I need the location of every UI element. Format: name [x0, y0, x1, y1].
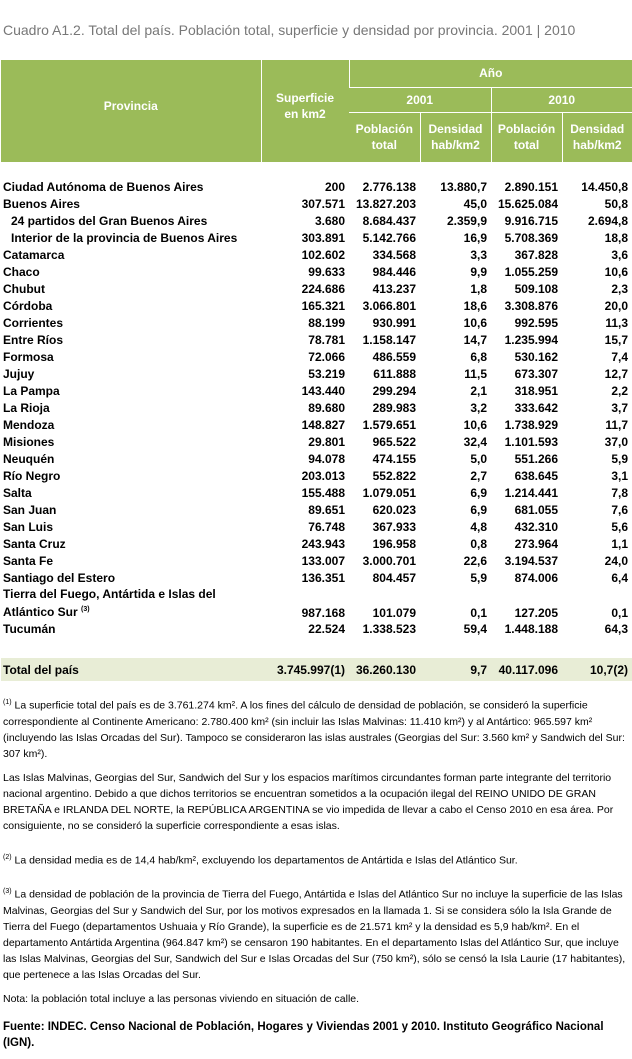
- densidad-2001-cell: 14,7: [463, 332, 487, 347]
- densidad-2010-cell: 7,8: [611, 485, 629, 500]
- footnote-1: [3, 695, 628, 762]
- densidad-2010-cell: 2,3: [611, 281, 629, 296]
- densidad-2010-cell: 3,6: [611, 247, 629, 262]
- header-superficie: [261, 60, 349, 162]
- poblacion-2010-cell: 1.214.441: [504, 485, 558, 500]
- provincia-cell: Mendoza: [3, 417, 55, 432]
- poblacion-2010-cell: 1.101.593: [504, 434, 558, 449]
- table-body: [1, 162, 632, 681]
- densidad-2010-cell: 7,6: [611, 502, 629, 517]
- spacer-row: [1, 162, 632, 178]
- provincia-cell: San Juan: [3, 502, 57, 517]
- densidad-2010-cell: 3,1: [611, 468, 629, 483]
- poblacion-2010-cell: 638.645: [514, 468, 558, 483]
- superficie-cell: 165.321: [301, 298, 345, 313]
- superficie-cell: 243.943: [301, 536, 345, 551]
- poblacion-2001-cell: 8.684.437: [362, 213, 416, 228]
- table-row: [1, 246, 632, 263]
- superficie-cell: 987.168: [301, 606, 345, 620]
- densidad-2001-cell: 6,8: [470, 349, 487, 364]
- header-den-line2: hab/km2: [431, 138, 480, 153]
- densidad-2010-cell: 10,6: [604, 264, 629, 279]
- poblacion-2001-cell: 804.457: [372, 570, 416, 585]
- table-row: [1, 450, 632, 467]
- densidad-2010-cell: 50,8: [604, 196, 629, 211]
- spacer-row: [1, 637, 632, 658]
- superficie-cell: 200: [324, 179, 345, 194]
- poblacion-2001-cell: 486.559: [372, 349, 416, 364]
- densidad-2010-cell: 6,4: [611, 570, 629, 585]
- footnote-3-text: La densidad de población de la provincia de Tierra del Fuego, Antártida e Islas del Atlántico Sur no incluye la superficie de las Islas Malvinas, Georgias del Sur y Sandwich del Sur, por los motivos expresados en la llamada 1. Si se considera sólo la Isla Grande de Tierra del Fuego (departamentos Ushuaia y Río Grande), la superficie es de 21.571 km² y la densidad es 5,9 hab/km². En el departamento Antártida Argentina (964.847 km²) se censaron 190 habitantes. En el departamento Islas del Atlántico Sur, que incluye las Islas Malvinas, Georgias del Sur, Sandwich del Sur e Islas Orcadas del Sur (750 km²), sólo se censó la Isla Laurie (17 habitantes), que pertenece a las Islas Orcadas del Sur.: [3, 888, 626, 981]
- poblacion-2010-cell: 1.448.188: [504, 621, 558, 636]
- superficie-cell: 78.781: [308, 332, 345, 347]
- table-row: [1, 484, 632, 501]
- densidad-2010-cell: 18,8: [604, 230, 629, 245]
- superficie-cell: 203.013: [301, 468, 345, 483]
- poblacion-2001-cell: 299.294: [372, 383, 416, 398]
- header-den-line1: Densidad: [570, 122, 625, 137]
- poblacion-2001-cell: 2.776.138: [362, 179, 416, 194]
- table-row: [1, 229, 632, 246]
- header-den-line2: hab/km2: [572, 138, 622, 153]
- provincia-cell: Ciudad Autónoma de Buenos Aires: [3, 179, 204, 194]
- poblacion-2010-cell: 40.117.096: [491, 658, 562, 682]
- poblacion-2010-cell: 551.266: [514, 451, 558, 466]
- superficie-cell: 89.680: [308, 400, 345, 415]
- densidad-2001-cell: 2,1: [470, 383, 487, 398]
- footnote-1-text: La superficie total del país es de 3.761.274 km². A los fines del cálculo de densidad de población, se consideró la superficie correspondiente al Continente Americano: 2.780.400 km² (sin incluir las Islas Malvinas: 11.410 km²) y al Antártico: 965.597 km² (incluyendo las Islas Orcadas del Sur). Tampoco se consideraron las islas australes (Georgias del Sur: 3.560 km² y Sandwich del Sur: 307 km²).: [3, 699, 625, 760]
- densidad-2001-cell: 5,9: [470, 570, 487, 585]
- densidad-2001-cell: 16,9: [463, 230, 487, 245]
- poblacion-2001-cell: 13.827.203: [355, 196, 416, 211]
- poblacion-2001-cell: 36.260.130: [349, 658, 420, 682]
- provincia-cell: Interior de la provincia de Buenos Aires: [11, 230, 238, 245]
- superficie-cell: 72.066: [308, 349, 345, 364]
- population-table: [1, 60, 632, 681]
- header-pob-line2: total: [513, 138, 540, 153]
- total-row: [1, 658, 632, 682]
- header-anio: Año: [349, 60, 632, 87]
- header-year-2010: 2010: [491, 87, 632, 112]
- poblacion-2001-cell: 3.066.801: [362, 298, 416, 313]
- table-row: [1, 178, 632, 195]
- provincia-name: Tierra del Fuego, Antártida e Islas del Atlántico Sur: [3, 587, 216, 619]
- superficie-cell: 94.078: [308, 451, 345, 466]
- provincia-cell: Santa Fe: [3, 553, 54, 568]
- superficie-cell: 22.524: [308, 621, 345, 636]
- poblacion-2001-cell: 984.446: [372, 264, 416, 279]
- poblacion-2010-cell: 318.951: [514, 383, 558, 398]
- densidad-2010-cell: 24,0: [604, 553, 629, 568]
- poblacion-2001-cell: 1.158.147: [362, 332, 416, 347]
- table-row: [1, 382, 632, 399]
- densidad-2001-cell: 2,7: [470, 468, 487, 483]
- superficie-cell: 88.199: [308, 315, 345, 330]
- superficie-cell: 102.602: [301, 247, 345, 262]
- provincia-cell: Buenos Aires: [3, 196, 80, 211]
- superficie-cell: 3.680: [314, 213, 345, 228]
- densidad-2010-cell: 5,6: [611, 519, 629, 534]
- densidad-2001-cell: 6,9: [470, 502, 487, 517]
- table-row: [1, 212, 632, 229]
- provincia-cell: Formosa: [3, 349, 54, 364]
- table-row: [1, 433, 632, 450]
- superficie-cell: 303.891: [301, 230, 345, 245]
- provincia-cell: Santa Cruz: [3, 536, 66, 551]
- densidad-2010-cell: 12,7: [604, 366, 629, 381]
- poblacion-2010-cell: 1.235.994: [504, 332, 558, 347]
- poblacion-2001-cell: 289.983: [372, 400, 416, 415]
- provincia-cell: Total del país: [1, 658, 261, 682]
- table-row-tierra-del-fuego: [1, 586, 632, 620]
- poblacion-2010-cell: 273.964: [514, 536, 558, 551]
- poblacion-2010-cell: 673.307: [514, 366, 558, 381]
- superficie-cell: 76.748: [308, 519, 345, 534]
- poblacion-2001-cell: 334.568: [372, 247, 416, 262]
- densidad-2010-cell: 3,7: [611, 400, 629, 415]
- poblacion-2010-cell: 874.006: [514, 570, 558, 585]
- provincia-cell: Catamarca: [3, 247, 65, 262]
- densidad-2001-cell: 9,9: [470, 264, 487, 279]
- provincia-cell: Chaco: [3, 264, 40, 279]
- superficie-cell: 99.633: [308, 264, 345, 279]
- poblacion-2010-cell: 681.055: [514, 502, 558, 517]
- table-row: [1, 552, 632, 569]
- superficie-cell: 143.440: [301, 383, 345, 398]
- superficie-cell: 224.686: [301, 281, 345, 296]
- header-den-line1: Densidad: [428, 122, 483, 137]
- provincia-cell: Santiago del Estero: [3, 570, 116, 585]
- poblacion-2001-cell: 1.579.651: [362, 417, 416, 432]
- superficie-cell: 155.488: [301, 485, 345, 500]
- poblacion-2010-cell: 2.890.151: [504, 179, 558, 194]
- spacer-cell: [1, 637, 632, 658]
- poblacion-2001-cell: 367.933: [372, 519, 416, 534]
- poblacion-2001-cell: 611.888: [373, 366, 416, 381]
- densidad-2010-cell: 7,4: [611, 349, 629, 364]
- provincia-cell: Neuquén: [3, 451, 55, 466]
- densidad-2001-cell: 59,4: [463, 621, 487, 636]
- densidad-2001-cell: 3,2: [470, 400, 487, 415]
- poblacion-2010-cell: 1.055.259: [504, 264, 558, 279]
- table-row: [1, 195, 632, 212]
- densidad-2010-cell: 5,9: [611, 451, 629, 466]
- densidad-2010-cell: 0,1: [611, 606, 629, 620]
- header-densidad-2010: [562, 112, 632, 162]
- poblacion-2001-cell: 1.079.051: [362, 485, 416, 500]
- header-pob-line1: Población: [497, 122, 556, 137]
- densidad-2001-cell: 32,4: [463, 434, 487, 449]
- footnote-2: [3, 850, 628, 869]
- footnote-2-text: La densidad media es de 14,4 hab/km², excluyendo los departamentos de Antártida e Islas del Atlántico Sur.: [11, 854, 518, 866]
- poblacion-2010-cell: 3.194.537: [504, 553, 558, 568]
- header-pob-line2: total: [371, 138, 397, 153]
- poblacion-2001-cell: 552.822: [372, 468, 416, 483]
- densidad-2001-cell: 9,7: [420, 658, 491, 682]
- densidad-2010-cell: 14.450,8: [581, 179, 629, 194]
- poblacion-2010-cell: 992.595: [514, 315, 558, 330]
- provincia-cell: Córdoba: [3, 298, 53, 313]
- poblacion-2001-cell: 965.522: [372, 434, 416, 449]
- densidad-2001-cell: 4,8: [470, 519, 487, 534]
- header-poblacion-2010: [491, 112, 562, 162]
- provincia-cell: Salta: [3, 485, 32, 500]
- densidad-2010-cell: 10,7(2): [562, 658, 632, 682]
- table-row: [1, 263, 632, 280]
- superficie-cell: 29.801: [308, 434, 345, 449]
- densidad-2010-cell: 2.694,8: [587, 213, 629, 228]
- superficie-cell: 133.007: [301, 553, 345, 568]
- densidad-2001-cell: 1,8: [470, 281, 487, 296]
- densidad-2010-cell: 2,2: [611, 383, 629, 398]
- superficie-cell: 148.827: [301, 417, 345, 432]
- densidad-2001-cell: 5,0: [470, 451, 487, 466]
- densidad-2001-cell: 13.880,7: [440, 179, 487, 194]
- table-header: [1, 60, 632, 162]
- densidad-2001-cell: 18,6: [463, 298, 487, 313]
- header-superficie-line1: Superficie: [275, 91, 335, 105]
- footnote-1b: Las Islas Malvinas, Georgias del Sur, Sandwich del Sur y los espacios marítimos circundantes forman parte integrante del territorio nacional argentino. Debido a que dichos territorios se encuentran sometidos a la ocupación ilegal del REINO UNIDO DE GRAN BRETAÑA e IRLANDA DEL NORTE, la REPÚBLICA ARGENTINA se vio impedida de llevar a cabo el Censo 2010 en esa área. Por consiguiente, no se consideró la superficie correspondiente a esas islas.: [3, 771, 614, 832]
- header-year-2001: 2001: [349, 87, 491, 112]
- footnotes: [3, 695, 628, 1059]
- table-row: [1, 365, 632, 382]
- poblacion-2001-cell: 3.000.701: [362, 553, 416, 568]
- poblacion-2010-cell: 432.310: [514, 519, 558, 534]
- table-row: [1, 399, 632, 416]
- table-row: [1, 314, 632, 331]
- densidad-2010-cell: 37,0: [604, 434, 629, 449]
- provincia-cell: La Pampa: [3, 383, 60, 398]
- poblacion-2010-cell: 333.642: [514, 400, 558, 415]
- superficie-cell: 53.219: [308, 366, 345, 381]
- poblacion-2001-cell: 5.142.766: [362, 230, 416, 245]
- poblacion-2010-cell: 509.108: [514, 281, 558, 296]
- table-row: [1, 535, 632, 552]
- table-row: [1, 280, 632, 297]
- densidad-2001-cell: 22,6: [463, 553, 487, 568]
- table-row: [1, 416, 632, 433]
- densidad-2001-cell: 0,1: [470, 606, 487, 620]
- table-row: [1, 331, 632, 348]
- densidad-2010-cell: 20,0: [604, 298, 629, 313]
- header-superficie-line2: en km2: [284, 107, 326, 121]
- densidad-2001-cell: 2.359,9: [446, 213, 487, 228]
- provincia-cell: Tucumán: [3, 621, 56, 636]
- header-provincia: Provincia: [1, 60, 261, 162]
- densidad-2010-cell: 64,3: [604, 621, 629, 636]
- provincia-cell: Río Negro: [3, 468, 61, 483]
- header-densidad-2001: [420, 112, 491, 162]
- provincia-cell: Chubut: [3, 281, 45, 296]
- superficie-cell: 136.351: [301, 570, 345, 585]
- poblacion-2001-cell: 620.023: [372, 502, 416, 517]
- poblacion-2010-cell: 530.162: [514, 349, 558, 364]
- provincia-cell: 24 partidos del Gran Buenos Aires: [11, 213, 208, 228]
- densidad-2001-cell: 3,3: [470, 247, 487, 262]
- densidad-2001-cell: 6,9: [470, 485, 487, 500]
- footnote-2-ref: (2): [3, 853, 12, 861]
- poblacion-2010-cell: 5.708.369: [504, 230, 558, 245]
- provincia-cell: [1, 586, 261, 620]
- table-row: [1, 467, 632, 484]
- header-pob-line1: Población: [355, 122, 413, 137]
- table-row: [1, 569, 632, 586]
- densidad-2001-cell: 45,0: [463, 196, 487, 211]
- poblacion-2010-cell: 9.916.715: [504, 213, 558, 228]
- densidad-2010-cell: 11,7: [605, 417, 629, 432]
- densidad-2010-cell: 15,7: [604, 332, 629, 347]
- poblacion-2010-cell: 15.625.084: [497, 196, 558, 211]
- poblacion-2001-cell: 474.155: [372, 451, 416, 466]
- provincia-cell: La Rioja: [3, 400, 50, 415]
- poblacion-2010-cell: 127.205: [514, 606, 558, 620]
- table-title: Cuadro A1.2. Total del país. Población total, superficie y densidad por provincia. 2001 | 2010: [3, 22, 576, 38]
- densidad-2001-cell: 10,6: [463, 417, 487, 432]
- table-row: [1, 348, 632, 365]
- densidad-2001-cell: 10,6: [463, 315, 487, 330]
- header-poblacion-2001: [349, 112, 420, 162]
- provincia-cell: Entre Ríos: [3, 332, 64, 347]
- provincia-cell: Misiones: [3, 434, 55, 449]
- poblacion-2001-cell: 1.338.523: [362, 621, 416, 636]
- densidad-2010-cell: 11,3: [605, 315, 629, 330]
- provincia-cell: San Luis: [3, 519, 54, 534]
- footnote-1-ref: (1): [3, 699, 12, 706]
- poblacion-2001-cell: 196.958: [372, 536, 416, 551]
- poblacion-2001-cell: 413.237: [372, 281, 416, 296]
- superficie-cell: 89.651: [308, 502, 345, 517]
- source: Fuente: INDEC. Censo Nacional de Población, Hogares y Viviendas 2001 y 2010. Instituto Geográfico Nacional (IGN).: [3, 1020, 604, 1049]
- poblacion-2001-cell: 101.079: [372, 606, 416, 620]
- footnote-3: [3, 884, 628, 983]
- table-row: [1, 620, 632, 637]
- footnote-ref: (3): [81, 606, 90, 613]
- footnote-3-ref: (3): [3, 888, 12, 895]
- poblacion-2001-cell: 930.991: [372, 315, 416, 330]
- table-row: [1, 501, 632, 518]
- poblacion-2010-cell: 367.828: [514, 247, 558, 262]
- note: Nota: la población total incluye a las personas viviendo en situación de calle.: [3, 992, 360, 1005]
- table-row: [1, 297, 632, 314]
- poblacion-2010-cell: 1.738.929: [504, 417, 558, 432]
- densidad-2010-cell: 1,1: [611, 536, 629, 551]
- provincia-cell: Corrientes: [3, 315, 64, 330]
- poblacion-2010-cell: 3.308.876: [504, 298, 558, 313]
- superficie-cell: 3.745.997(1): [261, 658, 349, 682]
- superficie-cell: 307.571: [301, 196, 345, 211]
- table-row: [1, 518, 632, 535]
- provincia-cell: Jujuy: [3, 366, 35, 381]
- densidad-2001-cell: 0,8: [470, 536, 487, 551]
- densidad-2001-cell: 11,5: [464, 366, 487, 381]
